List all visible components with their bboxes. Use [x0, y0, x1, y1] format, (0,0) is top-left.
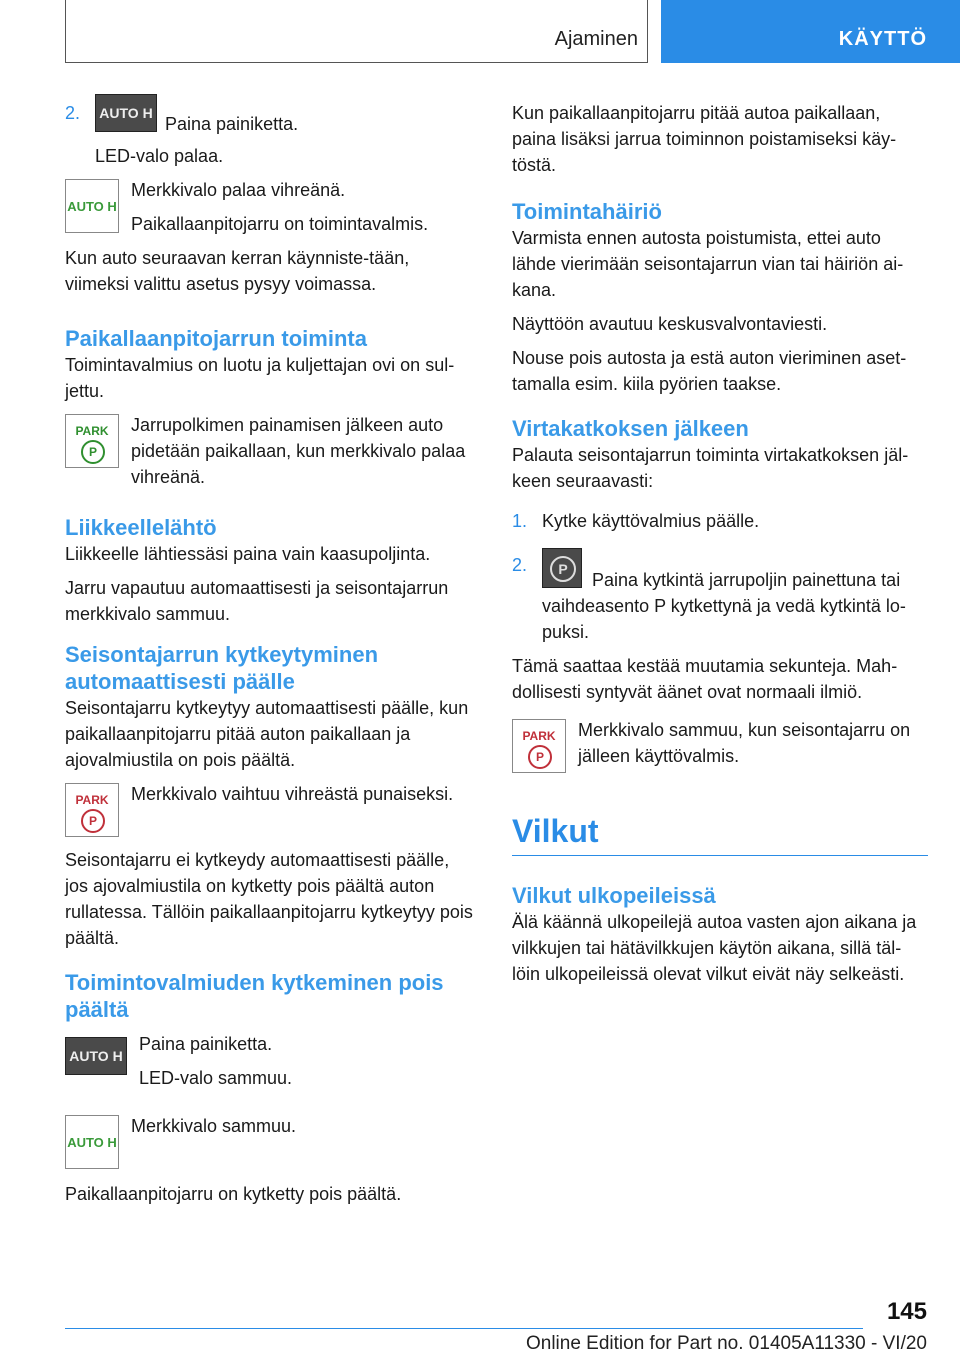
heading-power: Virtakatkoksen jälkeen: [512, 416, 749, 441]
left-column: 2. AUTO H Paina painiketta. LED-valo palaa. AUTO H Merkkivalo palaa vihreänä. Paikallaanpitojarru on toimintavalmis. Kun auto seuraavan kerran käynniste-tään, viimeksi valittu asetus pysyy voimassa. Paikallaanpitojarrun toiminta Toimintavalmius on luotu ja kuljettajan ovi on sul-jettu. PARK P Jarrupolkimen painamisen jälkeen auto pidetään paikallaan, kun merkkivalo palaa vihreänä. Liikkeellelähtö Liikkeelle lähtiessäsi paina vain kaasupoljinta. Jarru vapautuu automaattisesti ja seisontajarrun merkkivalo sammuu. Seisontajarrun kytkeytyminen automaattisesti päälle Seisontajarru kytkeytyy automaattisesti päälle, kun paikallaanpitojarru pitää auton paikallaan ja ajovalmiustila on pois päältä. PARK P Merkkivalo vaihtuu vihreästä punaiseksi. Seisontajarru ei kytkeydy automaattisesti päälle, jos ajovalmiustila on kytketty pois päältä auton rullatessa. Tällöin paikallaanpitojarru kytkeytyy pois päältä. Toimintovalmiuden kytkeminen pois päältä AUTO H Paina painiketta. LED-valo sammuu. AUTO H Merkkivalo sammuu. Paikallaanpitojarru on kytketty pois päältä.: [65, 100, 477, 1215]
power-step-1: 1. Kytke käyttövalmius päälle.: [512, 508, 928, 534]
led-text: LED-valo palaa.: [95, 146, 224, 166]
off-indicator-block: AUTO H Merkkivalo sammuu.: [65, 1113, 477, 1139]
park-red-indicator-block: PARK P Merkkivalo vaihtuu vihreästä punaiseksi.: [65, 781, 477, 807]
auto-h-indicator-icon: AUTO H: [65, 1115, 119, 1169]
park-red-indicator-icon: PARK P: [512, 719, 566, 773]
section-title: Ajaminen: [554, 28, 638, 50]
park-indicator-block: PARK P Jarrupolkimen painamisen jälkeen auto pidetään paikallaan, kun merkkivalo palaa vihreänä.: [65, 412, 477, 490]
step-number: 2.: [65, 103, 81, 123]
step-text: Paina painiketta.: [165, 114, 299, 134]
power-step-2: 2. P Paina kytkintä jarrupoljin painettuna tai vaihdeasento P kytkettynä ja vedä kytkintä lo-puksi.: [512, 548, 928, 645]
right-column: Kun paikallaanpitojarru pitää autoa paikallaan, paina lisäksi jarrua toiminnon poistamiseksi käy-töstä. Toimintahäiriö Varmista ennen autosta poistumista, ettei auto lähde vierimään seisontajarrun vian tai häiriön ai-kana. Näyttöön avautuu keskusvalvontaviesti. Nouse pois autosta ja estä auton vieriminen aset-tamalla esim. kiila pyörien taakse. Virtakatkoksen jälkeen Palauta seisontajarrun toiminta virtakatkoksen jäl-keen seuraavasti: 1. Kytke käyttövalmius päälle. 2. P Paina kytkintä jarrupoljin painettuna tai vaihdeasento P kytkettynä ja vedä kytkintä lo-puksi. Tämä saattaa kestää muutamia sekunteja. Mah-dollisesti syntyvät äänet ovat normaali ilmiö. PARK P Merkkivalo sammuu, kun seisontajarru on jälleen käyttövalmis. Vilkut Vilkut ulkopeileissä Älä käännä ulkopeilejä autoa vasten ajon aikana ja vilkkujen tai hätävilkkujen käytön aikana, sillä täl-löin ulkopeileissä olevat vilkut eivät näy selkeästi.: [512, 100, 928, 995]
footer-rule: [65, 1328, 863, 1329]
footer-edition: Online Edition for Part no. 01405A11330 - VI/20: [525, 1333, 927, 1354]
park-green-indicator-icon: PARK P: [65, 414, 119, 468]
off-press-block: AUTO H Paina painiketta. LED-valo sammuu.: [65, 1031, 477, 1091]
heading-start: Liikkeellelähtö: [65, 515, 217, 540]
auto-h-button-icon: AUTO H: [95, 94, 157, 132]
step-number: 2.: [512, 555, 528, 575]
park-off-indicator-block: PARK P Merkkivalo sammuu, kun seisontajarru on jälleen käyttövalmis.: [512, 717, 928, 769]
step-2: [65, 100, 477, 169]
heading-fault: Toimintahäiriö: [512, 199, 662, 224]
auto-h-button-icon: AUTO H: [65, 1037, 127, 1075]
heading-function: Paikallaanpitojarrun toiminta: [65, 326, 367, 351]
chapter-tab-label: KÄYTTÖ: [838, 28, 927, 50]
heading-vilkut: Vilkut: [512, 813, 599, 849]
auto-h-indicator-block: AUTO H Merkkivalo palaa vihreänä. Paikallaanpitojarru on toimintavalmis. Kun auto seuraavan kerran käynniste-tään, viimeksi valittu asetus pysyy voimassa.: [65, 180, 429, 294]
heading-off: Toimintovalmiuden kytkeminen pois päältä: [65, 970, 444, 1022]
step-number: 1.: [512, 511, 528, 531]
auto-h-indicator-icon: AUTO H: [65, 179, 119, 233]
parking-brake-switch-icon: P: [542, 548, 582, 588]
page-number: 145: [886, 1298, 927, 1325]
park-red-indicator-icon: PARK P: [65, 783, 119, 837]
chapter-tab: [661, 0, 960, 63]
chapter-heading-rule: [512, 811, 928, 856]
heading-auto-on: Seisontajarrun kytkeytyminen automaattisesti päälle: [65, 642, 379, 694]
heading-mirrors: Vilkut ulkopeileissä: [512, 883, 716, 908]
